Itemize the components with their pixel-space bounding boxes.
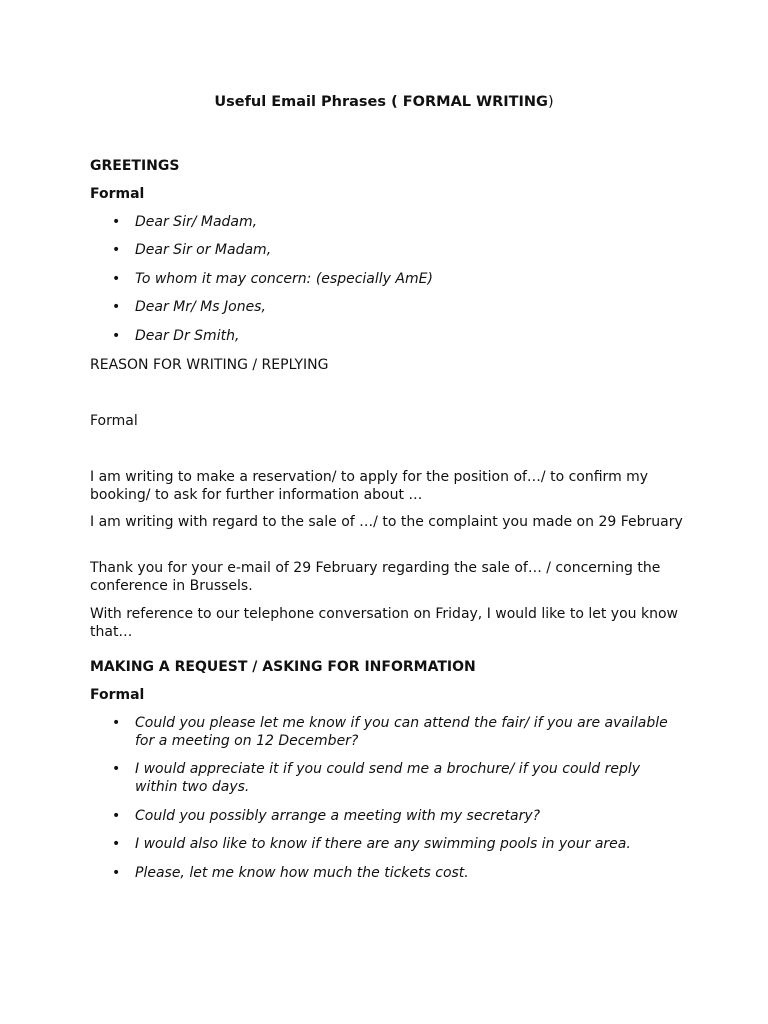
bullet-icon: • [112,807,121,824]
reason-heading: REASON FOR WRITING / REPLYING [90,357,329,373]
title-main: Useful Email Phrases ( FORMAL WRITING [214,94,548,110]
reason-paragraph: With reference to our telephone conversation on Friday, I would like to let you know that… [90,606,678,640]
list-item: • Could you possibly arrange a meeting with my secretary? [112,807,541,824]
list-item: • Could you please let me know if you can attend the fair/ if you are available for a meeting on 12 December? [112,715,668,749]
bullet-icon: • [112,864,121,881]
list-item: • I would appreciate it if you could send me a brochure/ if you could reply within two days. [112,761,641,796]
list-item: • Please, let me know how much the tickets cost. [112,864,469,881]
reason-paragraph: I am writing to make a reservation/ to apply for the position of…/ to confirm my booking/ to ask for further information about … [90,469,649,503]
reason-paragraph: Thank you for your e-mail of 29 February regarding the sale of… / concerning the conference in Brussels. [90,560,661,594]
greetings-subheading: Formal [90,186,145,202]
reason-paragraph: I am writing with regard to the sale of …/ to the complaint you made on 29 February [90,514,683,530]
bullet-icon: • [112,836,121,853]
bullet-icon: • [112,299,121,316]
bullet-icon: • [112,270,121,287]
title-close: ) [547,94,554,110]
list-item: • To whom it may concern: (especially AmE) [112,270,433,287]
bullet-icon: • [112,242,121,259]
request-subheading: Formal [90,687,145,703]
request-list [90,714,680,892]
bullet-icon: • [112,214,121,230]
list-item: • Dear Dr Smith, [112,327,240,344]
bullet-icon: • [112,761,121,778]
list-item: • Dear Sir or Madam, [112,242,272,259]
request-heading: MAKING A REQUEST / ASKING FOR INFORMATION [90,659,476,675]
document-title [0,93,768,111]
list-item: • Dear Sir/ Madam, [112,214,258,230]
greetings-heading: GREETINGS [90,158,180,174]
reason-subheading: Formal [90,413,138,429]
bullet-icon: • [112,327,121,344]
list-item: • Dear Mr/ Ms Jones, [112,299,266,316]
bullet-icon: • [112,715,121,731]
greetings-list [90,213,690,355]
list-item: • I would also like to know if there are any swimming pools in your area. [112,836,631,853]
